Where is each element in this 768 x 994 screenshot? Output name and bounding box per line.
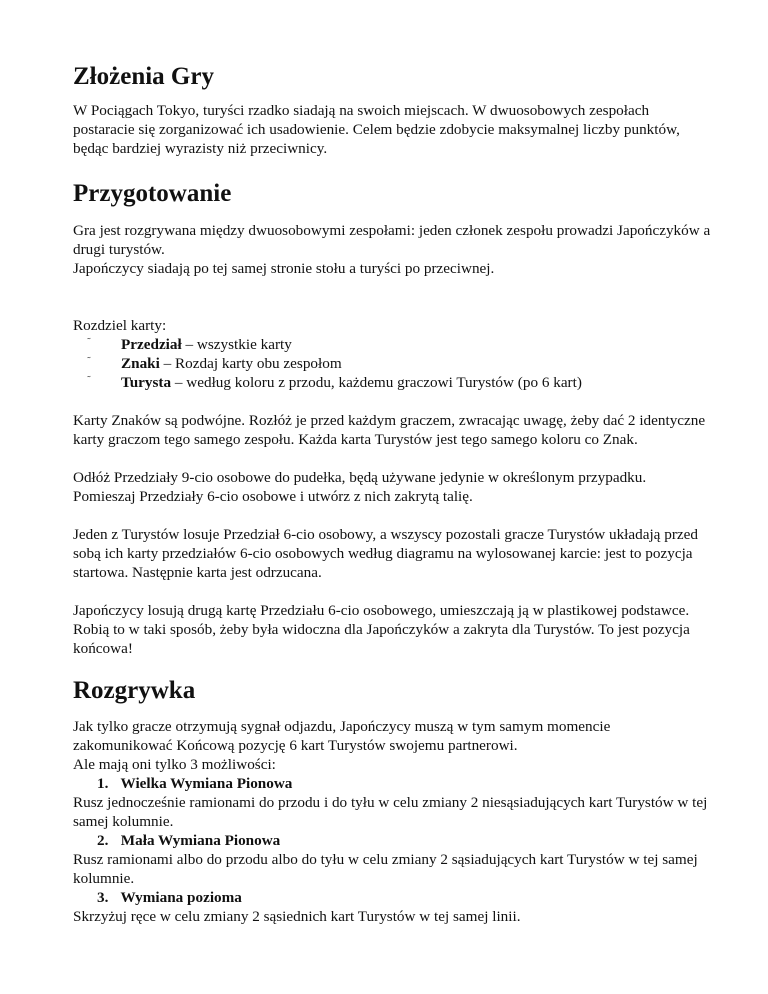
- intro-paragraph: W Pociągach Tokyo, turyści rzadko siadają na swoich miejscach. W dwuosobowych zespołach postaracie się zorganizować ich usadowienie. Celem będzie zdobycie maksymalnej liczby punktów, będąc bardziej wyrazisty niż przeciwnicy.: [73, 102, 680, 157]
- numbered-item-description: Skrzyżuj ręce w celu zmiany 2 sąsiednich kart Turystów w tej samej linii.: [73, 908, 521, 925]
- gameplay-section: [73, 676, 713, 926]
- numbered-item-title: [73, 831, 713, 850]
- list-item-text: – Rozdaj karty obu zespołom: [159, 355, 342, 372]
- gameplay-paragraph-1: Jak tylko gracze otrzymują sygnał odjazdu, Japończycy muszą w tym samym momencie zakomunikować Końcową pozycję 6 kart Turystów swojemu partnerowi.: [73, 718, 611, 754]
- list-item-term: Znaki: [121, 355, 160, 372]
- intro-heading: Złożenia Gry: [73, 63, 214, 90]
- item-title: Mała Wymiana Pionowa: [120, 832, 281, 849]
- cards-intro: Rozdziel karty:: [73, 317, 167, 334]
- list-item-term: Przedział: [121, 336, 182, 353]
- setup-paragraph-3-line-2: Pomieszaj Przedziały 6-cio osobowe i utwórz z nich zakrytą talię.: [73, 488, 473, 505]
- gameplay-heading: Rozgrywka: [73, 677, 196, 704]
- setup-paragraph-2: Karty Znaków są podwójne. Rozłóż je przed każdym graczem, zwracając uwagę, żeby dać 2 identyczne karty graczom tego samego zespołu. Każda karta Turystów jest tego samego koloru co Znak.: [73, 412, 706, 448]
- bullet-icon: ˜: [87, 355, 91, 367]
- list-item: [73, 354, 713, 373]
- item-title: Wielka Wymiana Pionowa: [120, 775, 293, 792]
- item-title: Wymiana pozioma: [120, 889, 242, 906]
- setup-section: [73, 179, 713, 658]
- numbered-item-title: [73, 888, 713, 907]
- numbered-item-title: [73, 774, 713, 793]
- numbered-item-description: Rusz ramionami albo do przodu albo do tyłu w celu zmiany 2 sąsiadujących kart Turystów w tej samej kolumnie.: [73, 851, 698, 887]
- setup-paragraph-1-line-1: Gra jest rozgrywana między dwuosobowymi zespołami: jeden członek zespołu prowadzi Japończyków a drugi turystów.: [73, 222, 711, 258]
- numbered-item-description: Rusz jednocześnie ramionami do przodu i do tyłu w celu zmiany 2 niesąsiadujących kart Turystów w tej samej kolumnie.: [73, 794, 708, 830]
- list-item-text: – według koloru z przodu, każdemu graczowi Turystów (po 6 kart): [171, 374, 582, 391]
- setup-paragraph-1-line-2: Japończycy siadają po tej samej stronie stołu a turyści po przeciwnej.: [73, 260, 495, 277]
- intro-section: [73, 62, 713, 158]
- setup-paragraph-5: Japończycy losują drugą kartę Przedziału 6-cio osobowego, umieszczają ją w plastikowej podstawce. Robią to w taki sposób, żeby była widoczna dla Japończyków a zakryta dla Turystów. To jest pozycja końcowa!: [73, 602, 690, 657]
- setup-paragraph-4: Jeden z Turystów losuje Przedział 6-cio osobowy, a wszyscy pozostali gracze Turystów układają przed sobą ich karty przedziałów 6-cio osobowych według diagramu na wylosowanej karcie: jest to pozycja startowa. Następnie karta jest odrzucana.: [73, 526, 698, 581]
- document-page: [73, 62, 713, 926]
- bullet-icon: ˜: [87, 374, 91, 386]
- item-number: 3.: [97, 889, 109, 906]
- setup-heading: Przygotowanie: [73, 180, 232, 207]
- item-number: 1.: [97, 775, 109, 792]
- setup-paragraph-3-line-1: Odłóż Przedziały 9-cio osobowe do pudełka, będą używane jedynie w określonym przypadku.: [73, 469, 647, 486]
- bullet-icon: ˜: [87, 336, 91, 348]
- list-item-term: Turysta: [121, 374, 172, 391]
- list-item-text: – wszystkie karty: [181, 336, 292, 353]
- item-number: 2.: [97, 832, 109, 849]
- list-item: [73, 335, 713, 354]
- cards-list: [73, 335, 713, 392]
- list-item: [73, 373, 713, 392]
- gameplay-paragraph-2: Ale mają oni tylko 3 możliwości:: [73, 756, 276, 773]
